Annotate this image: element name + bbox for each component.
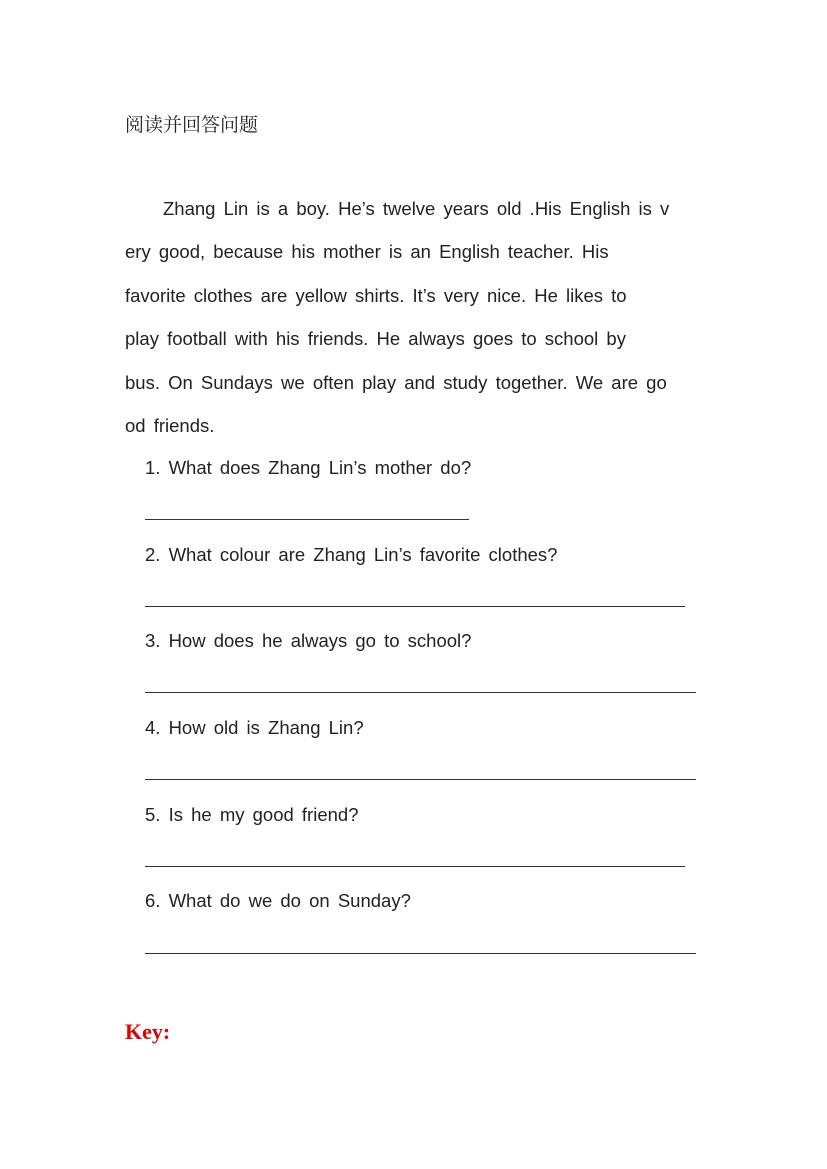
passage-line: bus. On Sundays we often play and study together. We are go [125,371,667,393]
question-4: 4. How old is Zhang Lin? [145,717,364,738]
question-3: 3. How does he always go to school? [145,630,472,651]
question-1: 1. What does Zhang Lin’s mother do? [145,457,472,478]
page-title: 阅读并回答问题 [125,114,259,136]
answer-line-5[interactable] [145,866,685,867]
question-2: 2. What colour are Zhang Lin’s favorite clothes? [145,544,558,565]
answer-line-1[interactable] [145,519,469,520]
answer-line-6[interactable] [145,953,696,954]
passage-line: od friends. [125,414,215,436]
key-label: Key: [125,1019,171,1044]
passage-line: Zhang Lin is a boy. He’s twelve years old .His English is v [163,198,670,219]
answer-line-3[interactable] [145,692,696,693]
question-6: 6. What do we do on Sunday? [145,890,411,911]
answer-line-2[interactable] [145,606,685,607]
passage-line: play football with his friends. He always goes to school by [125,328,626,350]
answer-line-4[interactable] [145,779,696,780]
passage-line: favorite clothes are yellow shirts. It’s very nice. He likes to [125,284,627,306]
reading-passage [125,196,705,456]
question-5: 5. Is he my good friend? [145,804,359,825]
passage-line: ery good, because his mother is an English teacher. His [125,241,609,263]
